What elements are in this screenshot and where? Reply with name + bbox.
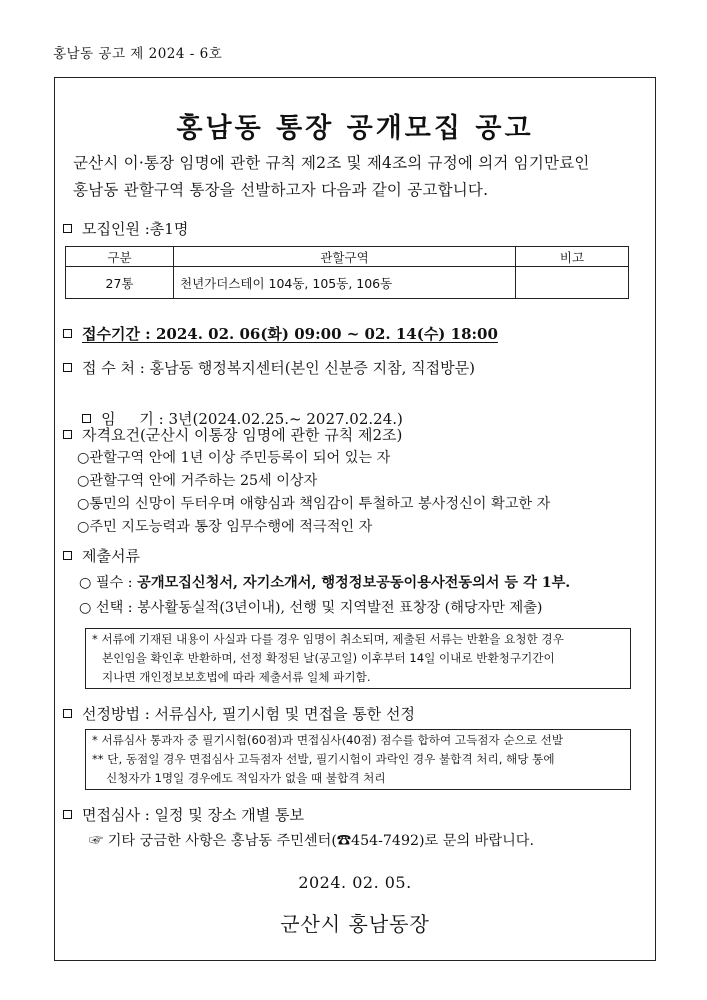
checkbox-square-icon (63, 363, 72, 372)
notice-date: 2024. 02. 05. (298, 873, 412, 892)
issuer-name: 군산시 홍남동장 (280, 912, 430, 936)
interview-text: 면접심사 : 일정 및 장소 개별 통보 (82, 806, 305, 824)
term-text: 임 기 : 3년(2024.02.25.~ 2027.02.24.) (101, 410, 403, 428)
period-text: 접수기간 : 2024. 02. 06(화) 09:00 ~ 02. 14(수) 18:00 (82, 325, 498, 343)
documents-required-text: 공개모집신청서, 자기소개서, 행정정보공동이용사전동의서 등 각 1부. (137, 575, 571, 591)
selection-heading (63, 703, 415, 724)
table-cell: 27통 (66, 267, 174, 299)
note-line: ** 단, 동점일 경우 면접심사 고득점자 선발, 필기시험이 과락인 경우 불합격 처리, 해당 통에 (92, 752, 555, 766)
checkbox-square-icon (82, 414, 91, 423)
notice-number: 홍남동 공고 제 2024 - 6호 (53, 46, 223, 62)
qualification-item: ○관할구역 안에 1년 이상 주민등록이 되어 있는 자 (77, 450, 391, 466)
checkbox-square-icon (63, 329, 72, 338)
documents-heading-text: 제출서류 (82, 547, 140, 565)
checkbox-square-icon (63, 224, 72, 233)
period-line (63, 323, 498, 344)
documents-heading (63, 545, 140, 566)
note-line: * 서류에 기재된 내용이 사실과 다를 경우 임명이 취소되며, 제출된 서류는 반환을 요청한 경우 (92, 632, 564, 646)
intro-line-1: 군산시 이·통장 임명에 관한 규칙 제2조 및 제4조의 규정에 의거 임기만료인 (73, 154, 590, 172)
documents-required (79, 572, 570, 592)
documents-note (85, 628, 631, 689)
recruit-table (65, 246, 629, 299)
table-cell (516, 267, 629, 299)
table-header: 비고 (516, 247, 629, 267)
table-header-row (66, 247, 629, 267)
checkbox-square-icon (63, 430, 72, 439)
table-header: 관할구역 (174, 247, 516, 267)
place-line (63, 357, 475, 378)
selection-heading-text: 선정방법 : 서류심사, 필기시험 및 면접을 통한 선정 (82, 705, 416, 723)
intro-line-2: 홍남동 관할구역 통장을 선발하고자 다음과 같이 공고합니다. (73, 181, 489, 199)
qualification-item: ○관할구역 안에 거주하는 25세 이상자 (77, 473, 318, 489)
note-line: 신청자가 1명일 경우에도 적임자가 없을 때 불합격 처리 (106, 771, 386, 785)
note-line: 지나면 개인정보보호법에 따라 제출서류 일체 파기함. (102, 670, 371, 684)
notice-frame (54, 77, 656, 961)
qualification-item: ○주민 지도능력과 통장 임무수행에 적극적인 자 (77, 519, 373, 535)
page-title: 홍남동 통장 공개모집 공고 (176, 113, 534, 144)
checkbox-square-icon (63, 810, 72, 819)
table-row (66, 267, 629, 299)
interview-line (63, 804, 304, 825)
table-cell: 천년가더스테이 104동, 105동, 106동 (174, 267, 516, 299)
recruit-label: 모집인원 :총1명 (82, 220, 189, 238)
documents-required-prefix: ○ 필수 : (79, 575, 138, 591)
selection-note (85, 729, 631, 790)
documents-optional: ○ 선택 : 봉사활동실적(3년이내), 선행 및 지역발전 표창장 (해당자만 제출) (79, 600, 543, 616)
recruit-heading (63, 218, 188, 239)
note-line: * 서류심사 통과자 중 필기시험(60점)과 면접심사(40점) 점수를 합하여 고득점자 순으로 선발 (92, 733, 564, 747)
qualification-heading-text: 자격요건(군산시 이통장 임명에 관한 규칙 제2조) (82, 426, 403, 444)
contact-line: ☞ 기타 궁금한 사항은 홍남동 주민센터(☎454-7492)로 문의 바랍니다. (89, 833, 535, 849)
table-header: 구분 (66, 247, 174, 267)
qualification-heading (63, 424, 402, 445)
qualification-item: ○통민의 신망이 두터우며 애향심과 책임감이 투철하고 봉사정신이 확고한 자 (77, 496, 551, 512)
place-text: 접 수 처 : 홍남동 행정복지센터(본인 신분증 지참, 직접방문) (82, 359, 475, 377)
note-line: 본인임을 확인후 반환하며, 선정 확정된 날(공고일) 이후부터 14일 이내로 반환청구기간이 (102, 651, 555, 665)
checkbox-square-icon (63, 551, 72, 560)
checkbox-square-icon (63, 709, 72, 718)
